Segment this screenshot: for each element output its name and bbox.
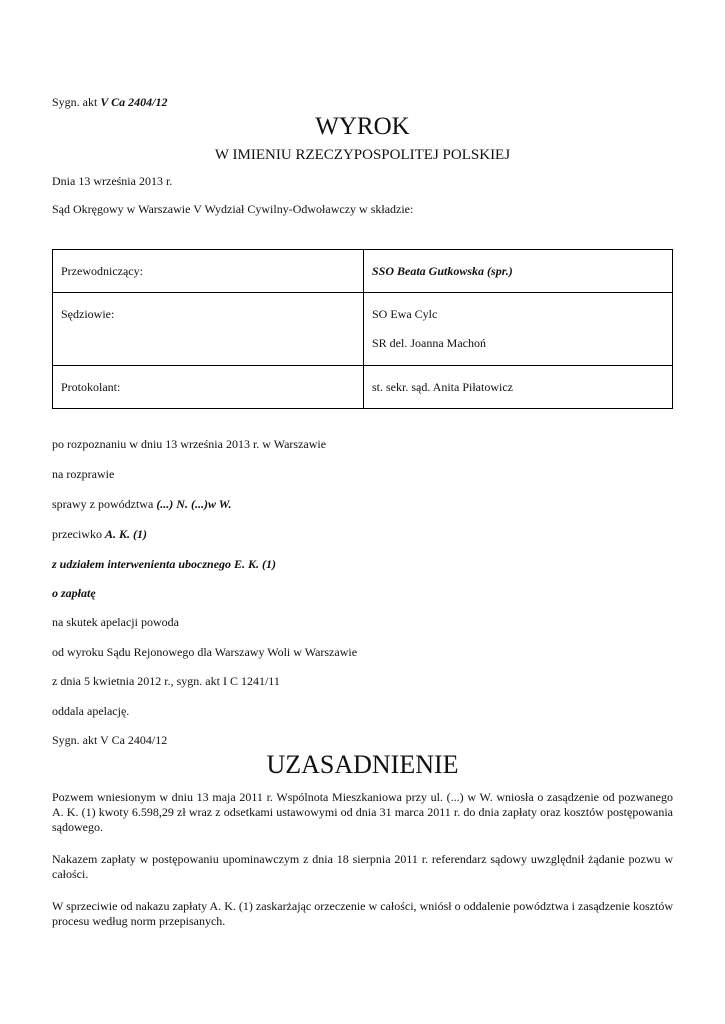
chair-label: Przewodniczący: xyxy=(61,264,143,278)
court-panel-table xyxy=(52,249,673,409)
plaintiff-line xyxy=(52,497,232,511)
judges-label: Sędziowie: xyxy=(61,307,115,321)
case-signature-number: V Ca 2404/12 xyxy=(100,95,168,109)
panel-row-clerk xyxy=(53,366,673,409)
panel-row-judges xyxy=(53,293,673,366)
court-composition-line: Sąd Okręgowy w Warszawie V Wydział Cywilny-Odwoławczy w składzie: xyxy=(52,202,414,216)
case-signature-label: Sygn. akt xyxy=(52,95,98,109)
case-signature xyxy=(52,95,167,109)
claim-subject-line: o zapłatę xyxy=(52,586,96,600)
lower-court-date-line: z dnia 5 kwietnia 2012 r., sygn. akt I C 1241/11 xyxy=(52,674,280,688)
clerk-label: Protokolant: xyxy=(61,380,121,394)
judge-1-name: SO Ewa Cylc xyxy=(372,307,438,321)
lower-court-line: od wyroku Sądu Rejonowego dla Warszawy Woli w Warszawie xyxy=(52,645,358,659)
defendant-line xyxy=(52,527,147,541)
plaintiff-name: (...) N. (...)w W. xyxy=(156,497,232,511)
panel-row-chair xyxy=(53,250,673,293)
clerk-name: st. sekr. sąd. Anita Piłatowicz xyxy=(372,380,513,394)
justification-title: UZASADNIENIE xyxy=(266,750,459,779)
defendant-name: A. K. (1) xyxy=(104,527,147,541)
justification-paragraph-1: Pozwem wniesionym w dniu 13 maja 2011 r. Wspólnota Mieszkaniowa przy ul. (...) w W. wniosła o zasądzenie od pozwanego A. K. (1) kwoty 6.598,29 zł wraz z odsetkami ustawowymi od dnia 31 marca 2011 r. do dnia zapłaty oraz kosztów postępowania sądowego. xyxy=(52,790,673,834)
judgment-subtitle: W IMIENIU RZECZYPOSPOLITEJ POLSKIEJ xyxy=(214,147,511,163)
appeal-line: na skutek apelacji powoda xyxy=(52,615,179,629)
hearing-type-line: na rozprawie xyxy=(52,467,115,481)
judgment-title: WYROK xyxy=(315,113,410,140)
judge-2-name: SR del. Joanna Machoń xyxy=(372,336,486,350)
chair-name: SSO Beata Gutkowska (spr.) xyxy=(372,264,513,278)
intervener-line: z udziałem interwenienta ubocznego E. K. (1) xyxy=(52,557,277,571)
defendant-prefix: przeciwko xyxy=(52,527,105,541)
hearing-date-line: po rozpoznaniu w dniu 13 września 2013 r. w Warszawie xyxy=(52,437,327,451)
plaintiff-prefix: sprawy z powództwa xyxy=(52,497,157,511)
ruling-line: oddala apelację. xyxy=(52,704,130,718)
second-signature-line: Sygn. akt V Ca 2404/12 xyxy=(52,733,168,747)
judgment-date: Dnia 13 września 2013 r. xyxy=(52,174,173,188)
justification-paragraph-2: Nakazem zapłaty w postępowaniu upominawczym z dnia 18 sierpnia 2011 r. referendarz sądowy uwzględnił żądanie pozwu w całości. xyxy=(52,852,673,881)
justification-paragraph-3: W sprzeciwie od nakazu zapłaty A. K. (1) zaskarżając orzeczenie w całości, wniósł o oddalenie powództwa i zasądzenie kosztów procesu według norm przepisanych. xyxy=(52,899,673,928)
